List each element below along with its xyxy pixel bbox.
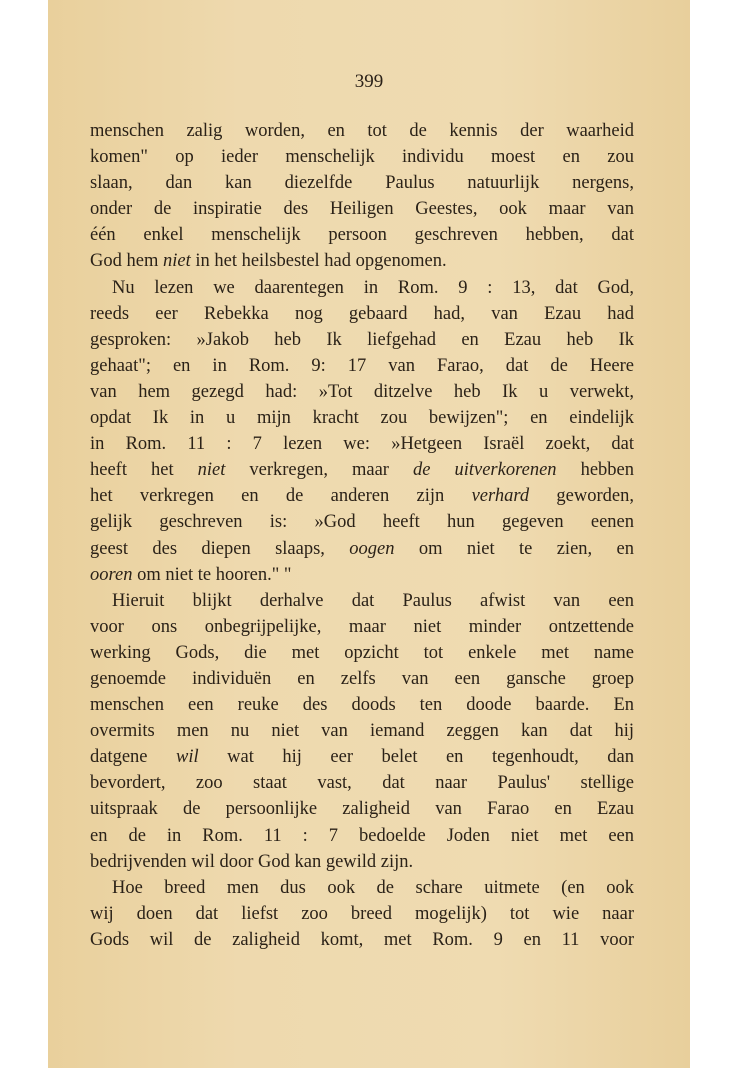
text-line — [90, 640, 634, 666]
text-line — [90, 744, 634, 770]
text-line — [90, 875, 634, 901]
text-segment: wij doen dat liefst zoo breed mogelijk) tot wie naar — [90, 903, 634, 924]
body-text — [90, 118, 634, 953]
text-segment: gehaat"; en in Rom. 9: 17 van Farao, dat de Heere — [90, 355, 634, 376]
text-segment: opdat Ik in u mijn kracht zou bewijzen"; en eindelijk — [90, 408, 634, 429]
text-line — [90, 849, 634, 875]
italic-text: oogen — [349, 538, 395, 559]
italic-text: verhard — [471, 486, 530, 507]
text-segment: het verkregen en de anderen zijn — [90, 486, 472, 507]
text-segment: menschen zalig worden, en tot de kennis der waarheid — [90, 121, 634, 141]
italic-text: niet — [197, 460, 226, 481]
text-segment: slaan, dan kan diezelfde Paulus natuurlijk nergens, — [90, 173, 634, 194]
text-line — [90, 327, 634, 353]
text-line — [90, 823, 634, 849]
text-line — [90, 301, 634, 327]
text-line — [90, 614, 634, 640]
text-segment: wat hij eer belet en tegenhoudt, dan — [198, 747, 634, 768]
text-line — [90, 927, 634, 953]
text-line — [90, 562, 634, 588]
text-segment: reeds eer Rebekka nog gebaard had, van Ezau had — [90, 303, 634, 324]
text-segment: datgene — [90, 747, 177, 768]
text-segment: uitspraak de persoonlijke zaligheid van Farao en Ezau — [90, 799, 634, 820]
text-segment: bevordert, zoo staat vast, dat naar Paulus' stellige — [90, 773, 634, 794]
text-line — [90, 536, 634, 562]
text-line — [90, 796, 634, 822]
text-line — [90, 431, 634, 457]
italic-text: de uitverkorenen — [413, 460, 557, 481]
text-segment: Gods wil de zaligheid komt, met Rom. 9 en 11 voor — [90, 929, 634, 950]
text-line — [90, 718, 634, 744]
italic-text: niet — [162, 251, 191, 272]
text-line — [90, 144, 634, 170]
text-segment: Hoe breed men dus ook de schare uitmete (en ook — [112, 877, 634, 898]
text-segment: bedrijvenden wil door God kan gewild zijn. — [90, 851, 414, 872]
text-segment: God hem — [90, 251, 163, 272]
text-line — [90, 509, 634, 535]
text-line — [90, 666, 634, 692]
text-segment: en de in Rom. 11 : 7 bedoelde Joden niet met een — [90, 825, 634, 846]
text-segment: om niet te hooren." " — [132, 564, 292, 585]
page-number: 399 — [354, 71, 384, 92]
text-segment: hebben — [556, 460, 634, 481]
text-segment: Hieruit blijkt derhalve dat Paulus afwist van een — [112, 590, 634, 611]
text-segment: onder de inspiratie des Heiligen Geestes, ook maar van — [90, 199, 634, 220]
text-segment: heeft het — [90, 460, 198, 481]
italic-text: ooren — [90, 564, 133, 585]
text-segment: overmits men nu niet van iemand zeggen kan dat hij — [90, 721, 634, 742]
text-segment: gelijk geschreven is: »God heeft hun gegeven eenen — [90, 512, 634, 533]
text-line — [90, 353, 634, 379]
italic-text: wil — [176, 747, 199, 768]
text-segment: verkregen, maar — [225, 460, 413, 481]
text-line — [90, 588, 634, 614]
text-line — [90, 248, 634, 274]
text-line — [90, 770, 634, 796]
text-segment: menschen een reuke des doods ten doode baarde. En — [90, 695, 634, 716]
text-line — [90, 379, 634, 405]
text-segment: komen" op ieder menschelijk individu moest en zou — [90, 147, 634, 168]
text-line — [90, 405, 634, 431]
text-line — [90, 901, 634, 927]
text-line — [90, 170, 634, 196]
text-segment: voor ons onbegrijpelijke, maar niet minder ontzettende — [90, 616, 634, 637]
text-segment: geest des diepen slaaps, — [90, 538, 350, 559]
text-segment: werking Gods, die met opzicht tot enkele met name — [90, 642, 634, 663]
text-line — [90, 692, 634, 718]
text-segment: geworden, — [529, 486, 634, 507]
text-line — [90, 457, 634, 483]
text-segment: van hem gezegd had: »Tot ditzelve heb Ik u verwekt, — [90, 381, 634, 402]
text-line — [90, 118, 634, 144]
text-line — [90, 196, 634, 222]
text-segment: in het heilsbestel had opgenomen. — [190, 251, 447, 272]
text-line — [90, 222, 634, 248]
text-line — [90, 275, 634, 301]
text-segment: in Rom. 11 : 7 lezen we: »Hetgeen Israël zoekt, dat — [90, 434, 634, 455]
text-segment: gesproken: »Jakob heb Ik liefgehad en Ezau heb Ik — [90, 329, 634, 350]
text-segment: om niet te zien, en — [394, 538, 634, 559]
text-segment: genoemde individuën en zelfs van een gansche groep — [90, 668, 634, 689]
text-segment: Nu lezen we daarentegen in Rom. 9 : 13, dat God, — [112, 277, 634, 298]
book-page — [48, 0, 690, 1068]
text-line — [90, 483, 634, 509]
text-segment: één enkel menschelijk persoon geschreven hebben, dat — [90, 225, 634, 246]
